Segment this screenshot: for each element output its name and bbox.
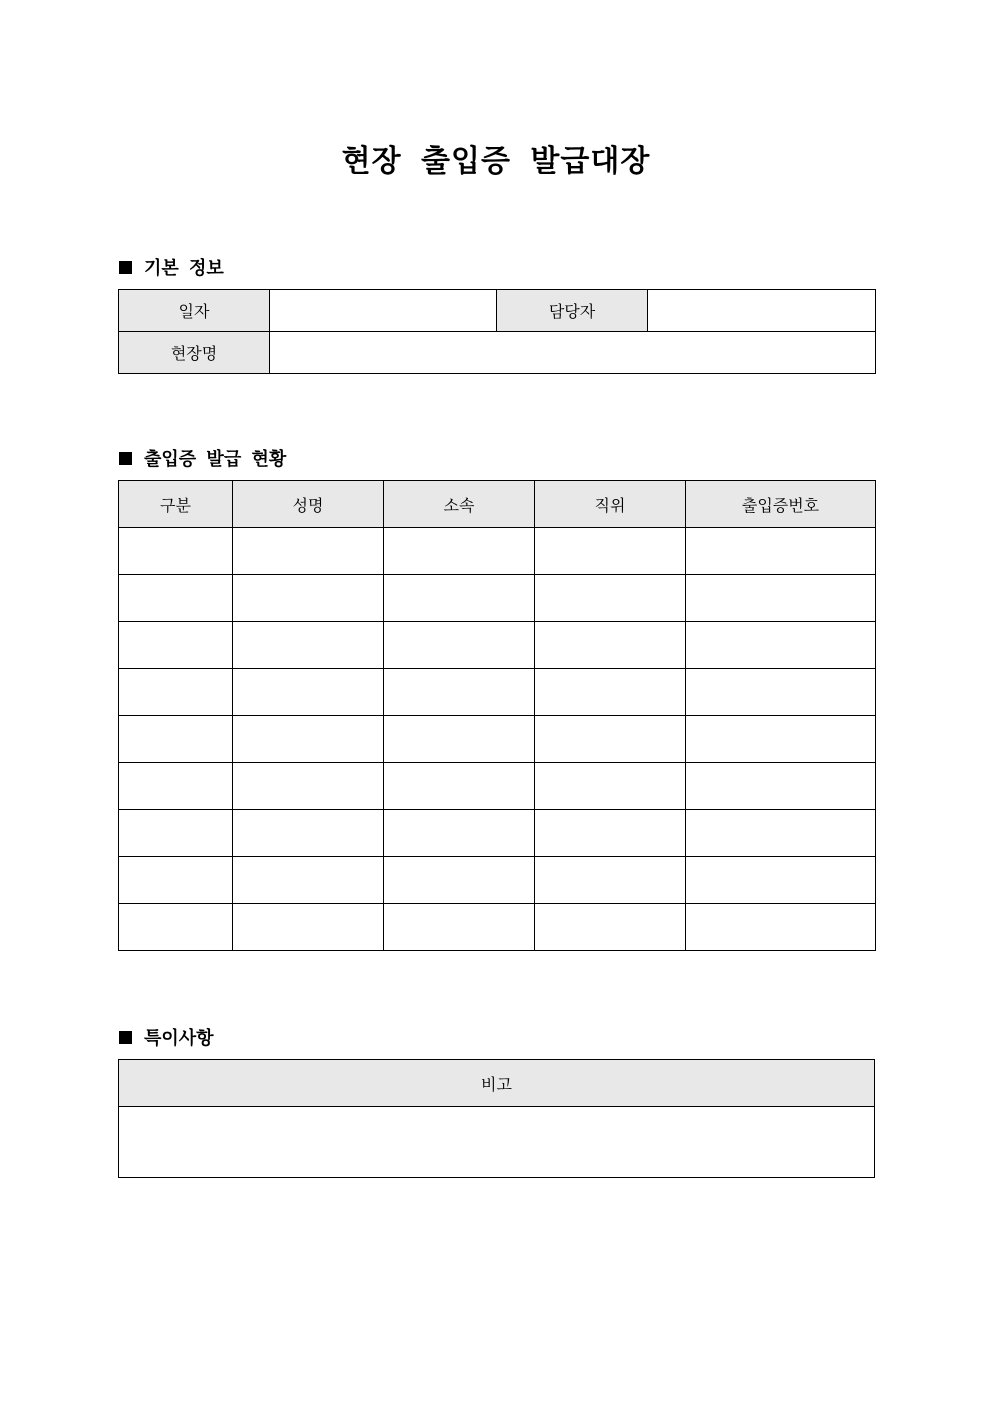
position-cell[interactable] — [535, 857, 686, 904]
column-header-affiliation: 소속 — [384, 481, 535, 528]
pass-number-cell[interactable] — [686, 857, 876, 904]
category-cell[interactable] — [119, 575, 233, 622]
pass-number-cell[interactable] — [686, 763, 876, 810]
pass-number-cell[interactable] — [686, 575, 876, 622]
position-cell[interactable] — [535, 810, 686, 857]
manager-field[interactable] — [648, 290, 876, 332]
table-row — [119, 857, 876, 904]
table-row — [119, 810, 876, 857]
position-cell[interactable] — [535, 622, 686, 669]
issuance-header-row — [119, 481, 876, 528]
name-cell[interactable] — [233, 528, 384, 575]
remarks-heading — [119, 1024, 214, 1050]
name-cell[interactable] — [233, 716, 384, 763]
remarks-table — [118, 1059, 875, 1178]
basic-info-heading-text: 기본 정보 — [144, 258, 224, 279]
basic-info-heading — [119, 254, 224, 280]
pass-number-cell[interactable] — [686, 669, 876, 716]
name-cell[interactable] — [233, 763, 384, 810]
affiliation-cell[interactable] — [384, 904, 535, 951]
issuance-heading — [119, 445, 286, 471]
category-cell[interactable] — [119, 857, 233, 904]
basic-info-table — [118, 289, 876, 374]
table-row — [119, 904, 876, 951]
affiliation-cell[interactable] — [384, 810, 535, 857]
category-cell[interactable] — [119, 669, 233, 716]
affiliation-cell[interactable] — [384, 716, 535, 763]
basic-info-row — [119, 332, 876, 374]
basic-info-row — [119, 290, 876, 332]
table-row — [119, 622, 876, 669]
affiliation-cell[interactable] — [384, 763, 535, 810]
column-header-category: 구분 — [119, 481, 233, 528]
pass-number-cell[interactable] — [686, 528, 876, 575]
column-header-position: 직위 — [535, 481, 686, 528]
remarks-header-row — [119, 1060, 875, 1107]
name-cell[interactable] — [233, 810, 384, 857]
square-bullet-icon — [119, 261, 132, 274]
name-cell[interactable] — [233, 857, 384, 904]
date-label: 일자 — [119, 290, 270, 332]
table-row — [119, 575, 876, 622]
position-cell[interactable] — [535, 904, 686, 951]
category-cell[interactable] — [119, 716, 233, 763]
category-cell[interactable] — [119, 622, 233, 669]
column-header-name: 성명 — [233, 481, 384, 528]
affiliation-cell[interactable] — [384, 622, 535, 669]
affiliation-cell[interactable] — [384, 575, 535, 622]
notes-field[interactable] — [119, 1107, 875, 1178]
affiliation-cell[interactable] — [384, 669, 535, 716]
category-cell[interactable] — [119, 528, 233, 575]
table-row — [119, 669, 876, 716]
affiliation-cell[interactable] — [384, 528, 535, 575]
name-cell[interactable] — [233, 904, 384, 951]
category-cell[interactable] — [119, 763, 233, 810]
manager-label: 담당자 — [497, 290, 648, 332]
pass-number-cell[interactable] — [686, 904, 876, 951]
position-cell[interactable] — [535, 763, 686, 810]
site-name-label: 현장명 — [119, 332, 270, 374]
position-cell[interactable] — [535, 716, 686, 763]
affiliation-cell[interactable] — [384, 857, 535, 904]
column-header-pass-number: 출입증번호 — [686, 481, 876, 528]
position-cell[interactable] — [535, 669, 686, 716]
square-bullet-icon — [119, 1031, 132, 1044]
issuance-table — [118, 480, 876, 951]
page-title: 현장 출입증 발급대장 — [341, 144, 651, 179]
position-cell[interactable] — [535, 575, 686, 622]
name-cell[interactable] — [233, 622, 384, 669]
pass-number-cell[interactable] — [686, 716, 876, 763]
site-name-field[interactable] — [270, 332, 876, 374]
pass-number-cell[interactable] — [686, 622, 876, 669]
column-header-notes: 비고 — [119, 1060, 875, 1107]
pass-number-cell[interactable] — [686, 810, 876, 857]
table-row — [119, 716, 876, 763]
name-cell[interactable] — [233, 669, 384, 716]
square-bullet-icon — [119, 452, 132, 465]
name-cell[interactable] — [233, 575, 384, 622]
date-field[interactable] — [270, 290, 497, 332]
table-row — [119, 763, 876, 810]
issuance-heading-text: 출입증 발급 현황 — [144, 449, 287, 470]
category-cell[interactable] — [119, 904, 233, 951]
category-cell[interactable] — [119, 810, 233, 857]
table-row — [119, 528, 876, 575]
remarks-body-row — [119, 1107, 875, 1178]
position-cell[interactable] — [535, 528, 686, 575]
remarks-heading-text: 특이사항 — [144, 1028, 214, 1049]
